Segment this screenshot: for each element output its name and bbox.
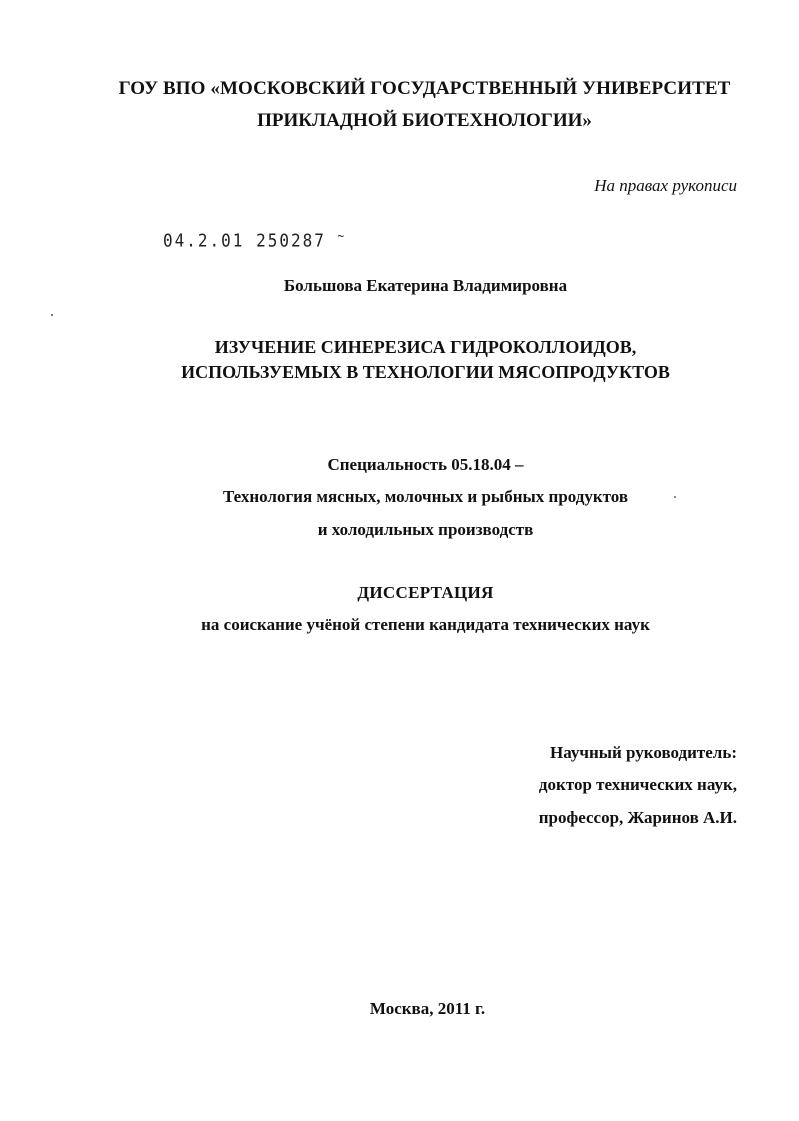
supervisor-label: Научный руководитель: [550,743,737,762]
stamp-number: 04.2.01 250287 [163,230,326,251]
registration-stamp [163,229,344,251]
manuscript-note: На правах рукописи [594,176,737,195]
specialty-name-line-1: Технология мясных, молочных и рыбных продуктов [222,487,629,506]
city-year: Москва, 2011 г. [369,999,486,1018]
scan-speck [674,496,676,498]
specialty-name-line-2: и холодильных производств [317,520,534,539]
author-name: Большова Екатерина Владимировна [283,276,568,295]
work-type: ДИССЕРТАЦИЯ [357,583,494,602]
thesis-title-line-2: ИСПОЛЬЗУЕМЫХ В ТЕХНОЛОГИИ МЯСОПРОДУКТОВ [181,362,670,382]
scan-speck [51,314,53,316]
degree-sought: на соискание учёной степени кандидата технических наук [201,615,650,634]
supervisor-name: профессор, Жаринов А.И. [538,808,737,827]
supervisor-degree: доктор технических наук, [538,775,737,794]
university-name-line-1: ГОУ ВПО «МОСКОВСКИЙ ГОСУДАРСТВЕННЫЙ УНИВЕРСИТЕТ [118,78,731,99]
thesis-title-line-1: ИЗУЧЕНИЕ СИНЕРЕЗИСА ГИДРОКОЛЛОИДОВ, [214,337,637,357]
university-name-line-2: ПРИКЛАДНОЙ БИОТЕХНОЛОГИИ» [257,110,592,131]
specialty-code: Специальность 05.18.04 – [327,455,524,474]
stamp-mark: ~ [337,229,345,244]
